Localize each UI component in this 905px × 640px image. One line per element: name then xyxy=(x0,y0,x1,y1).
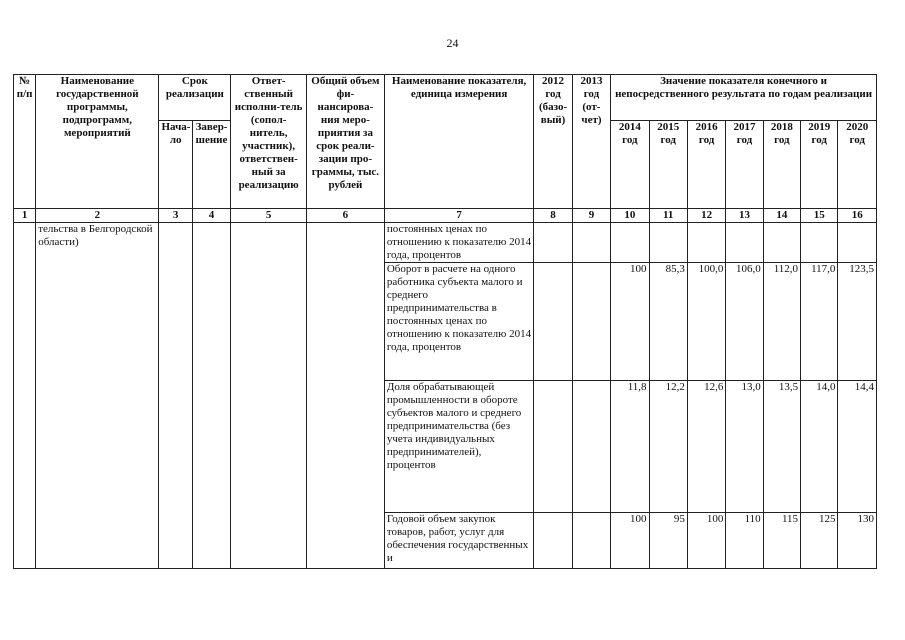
executor-cell xyxy=(231,223,307,569)
program-cell: тельства в Белгородской области) xyxy=(36,223,159,569)
value-cell xyxy=(801,223,838,263)
header-2019: 2019 год xyxy=(801,121,838,209)
column-number-row xyxy=(14,209,877,223)
value-cell xyxy=(534,223,572,263)
table-row xyxy=(14,223,877,263)
value-cell xyxy=(534,513,572,569)
indicators-table xyxy=(13,74,877,569)
value-cell: 11,8 xyxy=(611,381,649,513)
header-2016: 2016 год xyxy=(687,121,725,209)
header-funding: Общий объем фи-нансирова-ния меро-приятия за срок реали-зации про-граммы, тыс. рублей xyxy=(307,75,385,209)
value-cell: 14,4 xyxy=(838,381,877,513)
indicator-cell: постоянных ценах по отношению к показателю 2014 года, процентов xyxy=(384,223,534,263)
value-cell xyxy=(763,223,800,263)
value-cell xyxy=(838,223,877,263)
value-cell xyxy=(534,381,572,513)
start-cell xyxy=(159,223,192,569)
header-2017: 2017 год xyxy=(726,121,763,209)
column-number: 8 xyxy=(534,209,572,223)
value-cell: 130 xyxy=(838,513,877,569)
column-number: 4 xyxy=(192,209,230,223)
value-cell: 100 xyxy=(687,513,725,569)
value-cell xyxy=(534,263,572,381)
indicator-cell: Годовой объем закупок товаров, работ, услуг для обеспечения государственных и xyxy=(384,513,534,569)
column-number: 13 xyxy=(726,209,763,223)
column-number: 6 xyxy=(307,209,385,223)
value-cell: 100,0 xyxy=(687,263,725,381)
header-executor: Ответ-ственный исполни-тель (сопол-нитель, участник), ответствен-ный за реализацию xyxy=(231,75,307,209)
header-2013: 2013 год (от-чет) xyxy=(572,75,610,209)
value-cell: 110 xyxy=(726,513,763,569)
header-no: № п/п xyxy=(14,75,36,209)
header-indicator: Наименование показателя, единица измерения xyxy=(384,75,534,209)
value-cell xyxy=(726,223,763,263)
value-cell: 115 xyxy=(763,513,800,569)
indicator-cell: Доля обрабатывающей промышленности в обороте субъектов малого и среднего предпринимательства (без учета индивидуальных предпринимателей), процентов xyxy=(384,381,534,513)
funding-cell xyxy=(307,223,385,569)
value-cell: 95 xyxy=(649,513,687,569)
value-cell: 85,3 xyxy=(649,263,687,381)
header-2015: 2015 год xyxy=(649,121,687,209)
column-number: 10 xyxy=(611,209,649,223)
header-program: Наименование государственной программы, подпрограмм, мероприятий xyxy=(36,75,159,209)
value-cell: 117,0 xyxy=(801,263,838,381)
header-start: Нача-ло xyxy=(159,121,192,209)
row-number-cell xyxy=(14,223,36,569)
value-cell xyxy=(572,513,610,569)
value-cell: 14,0 xyxy=(801,381,838,513)
value-cell: 100 xyxy=(611,263,649,381)
value-cell: 100 xyxy=(611,513,649,569)
value-cell xyxy=(611,223,649,263)
value-cell xyxy=(572,263,610,381)
header-2012: 2012 год (базо-вый) xyxy=(534,75,572,209)
column-number: 7 xyxy=(384,209,534,223)
value-cell xyxy=(572,381,610,513)
header-values-group: Значение показателя конечного и непосредственного результата по годам реализации xyxy=(611,75,877,121)
end-cell xyxy=(192,223,230,569)
header-2020: 2020 год xyxy=(838,121,877,209)
header-2018: 2018 год xyxy=(763,121,800,209)
column-number: 3 xyxy=(159,209,192,223)
value-cell xyxy=(572,223,610,263)
column-number: 15 xyxy=(801,209,838,223)
column-number: 5 xyxy=(231,209,307,223)
column-number: 12 xyxy=(687,209,725,223)
value-cell: 13,5 xyxy=(763,381,800,513)
value-cell: 12,6 xyxy=(687,381,725,513)
column-number: 11 xyxy=(649,209,687,223)
header-2014: 2014 год xyxy=(611,121,649,209)
value-cell: 12,2 xyxy=(649,381,687,513)
value-cell xyxy=(687,223,725,263)
column-number: 1 xyxy=(14,209,36,223)
value-cell xyxy=(649,223,687,263)
value-cell: 125 xyxy=(801,513,838,569)
header-end: Завер-шение xyxy=(192,121,230,209)
page-number: 24 xyxy=(446,36,459,50)
indicator-cell: Оборот в расчете на одного работника субъекта малого и среднего предпринимательства в постоянных ценах по отношению к показателю 2014 года, процентов xyxy=(384,263,534,381)
value-cell: 112,0 xyxy=(763,263,800,381)
value-cell: 13,0 xyxy=(726,381,763,513)
column-number: 9 xyxy=(572,209,610,223)
column-number: 14 xyxy=(763,209,800,223)
value-cell: 123,5 xyxy=(838,263,877,381)
column-number: 2 xyxy=(36,209,159,223)
column-number: 16 xyxy=(838,209,877,223)
value-cell: 106,0 xyxy=(726,263,763,381)
header-period: Срок реализации xyxy=(159,75,231,121)
